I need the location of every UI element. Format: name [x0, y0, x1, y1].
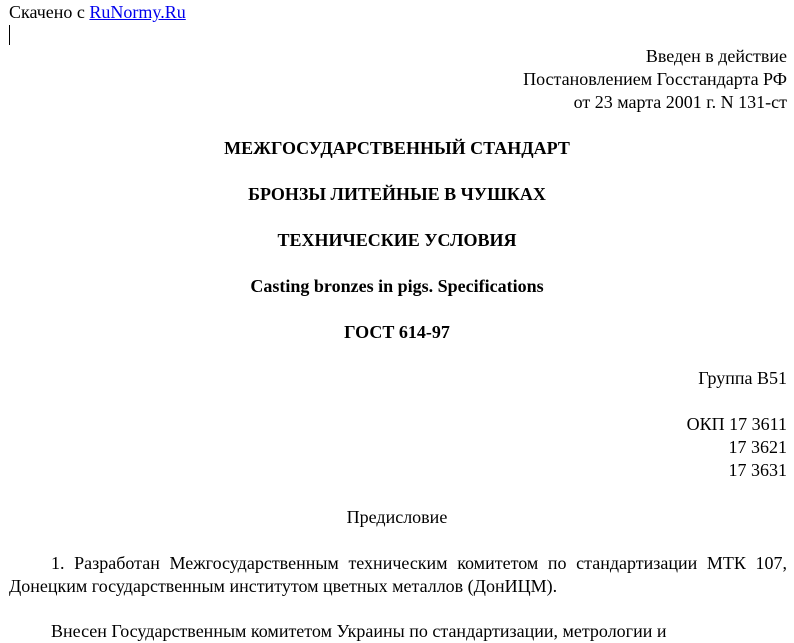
standard-code-heading: ГОСТ 614-97	[344, 322, 450, 342]
okp-line-2: 17 3621	[728, 437, 787, 457]
enactment-line-3: от 23 марта 2001 г. N 131-ст	[573, 92, 787, 112]
download-source-line	[9, 1, 186, 24]
group-classification: Группа В51	[698, 368, 787, 388]
foreword-paragraph-1: 1. Разработан Межгосударственным техническим комитетом по стандартизации МТК 107, Донецким государственным институтом цветных металлов (ДонИЦМ).	[9, 553, 787, 596]
okp-line-3: 17 3631	[728, 460, 787, 480]
standard-subtitle-heading: ТЕХНИЧЕСКИЕ УСЛОВИЯ	[277, 230, 517, 250]
okp-line-1: ОКП 17 3611	[686, 414, 787, 434]
runormy-link[interactable]: RuNormy.Ru	[89, 2, 186, 22]
okp-codes	[687, 413, 787, 482]
enactment-line-1: Введен в действие	[645, 46, 787, 66]
enactment-line-2: Постановлением Госстандарта РФ	[523, 69, 787, 89]
download-prefix: Скачено с	[9, 2, 90, 22]
text-cursor	[9, 25, 10, 45]
standard-name-heading: БРОНЗЫ ЛИТЕЙНЫЕ В ЧУШКАХ	[248, 184, 546, 204]
enactment-note	[523, 45, 787, 114]
standard-type-heading: МЕЖГОСУДАРСТВЕННЫЙ СТАНДАРТ	[224, 138, 570, 158]
foreword-heading: Предисловие	[346, 507, 448, 527]
english-title-heading: Casting bronzes in pigs. Specifications	[250, 276, 544, 296]
foreword-paragraph-2: Внесен Государственным комитетом Украины по стандартизации, метрологии и	[51, 621, 667, 641]
